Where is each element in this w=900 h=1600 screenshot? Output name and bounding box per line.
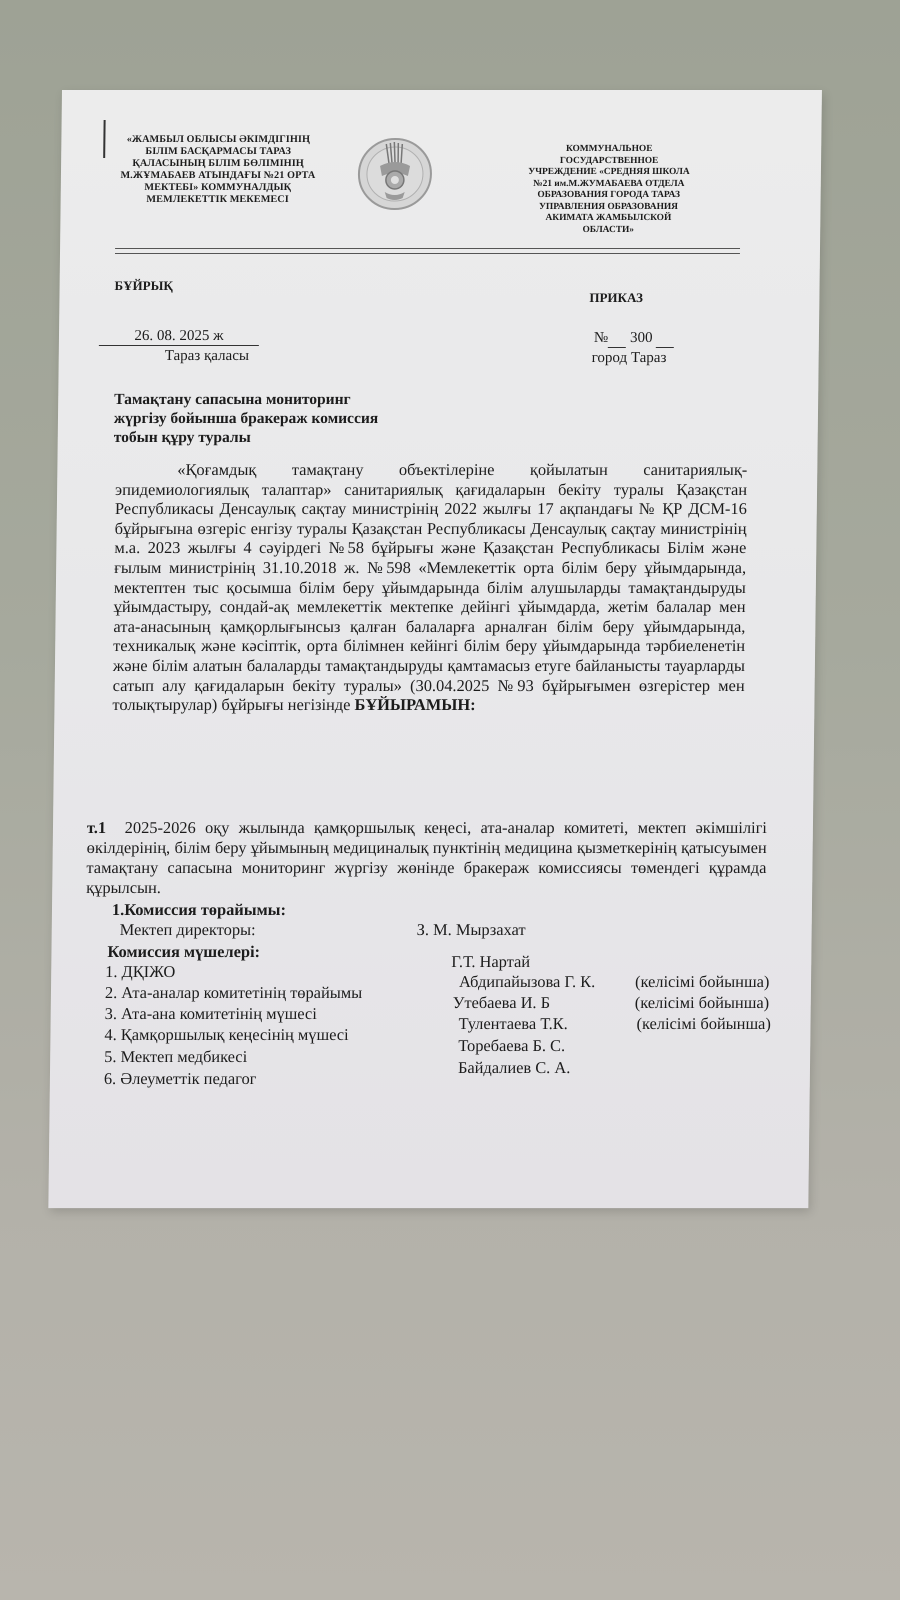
order-number-prefix: № [593,330,609,347]
member-role: 4. Қамқоршылық кеңесінің мүшесі [104,1025,349,1045]
item-label: т.1 [86,818,107,838]
subject-line: тобын құру туралы [113,429,251,447]
header-org-kz [103,134,334,206]
subject-line: Тамақтану сапасына мониторинг [114,391,351,409]
order-number-gap [656,330,674,348]
header-org-kz-line: М.ЖҰМАБАЕВ АТЫНДАҒЫ №21 ОРТА [120,170,316,182]
member-role: 2. Ата-аналар комитетінің төрайымы [104,983,363,1003]
header-org-ru-line: ОБЛАСТИ» [582,224,635,235]
member-role: 6. Әлеуметтік педагог [103,1069,257,1089]
header-org-kz-line: «ЖАМБЫЛ ОБЛЫСЫ ӘКІМДІГІНІҢ [126,134,311,146]
order-number [594,330,675,348]
preamble-text: «Қоғамдық тамақтану объектілеріне қойылатын санитариялық-эпидемиологиялық талаптар» санитариялық қағидаларын бекіту туралы Қазақстан Республикасы Денсаулық сақтау министрінің 2022 жылғы 17 ақпандағы № ҚР ДСМ-16 бұйрығына өзгеріс енгізу туралы Қазақстан Республикасы Денсаулық сақтау министрінің м.а. 2023 жылғы 4 сәуірдегі №58 бұйрығы және Қазақстан Республикасы Білім және ғылым министрінің 31.10.2018 ж. №598 «Мемлекеттік орта білім беру ұйымдарында, мектептен тыс қосымша білім беру ұйымдарында білім алушыларды тамақтандыруды ұйымдастыру, сондай-ақ мемлекеттік мектепке дейінгі ұйымдарда, жетім балалар мен ата-анасының қамқорлығынсыз қалған балаларға арналған білім беру ұйымдарында, техникалық және кәсіптік, орта білімнен кейінгі білім беру ұйымдарында тәрбиеленетін және білім алатын балаларды тамақтандыруды қамтамасыз етуге байланысты тауарларды сатып алу қағидаларын бекіту туралы» (30.04.2025 №93 бұйрығымен өзгерістер мен толықтырулар) бұйрығы негізінде [112,460,748,715]
header-org-ru-line: №21 им.М.ЖУМАБАЕВА ОТДЕЛА [533,178,685,189]
state-emblem-icon [355,136,434,212]
member-name: Байдалиев С. А. [457,1058,571,1078]
order-number-gap [608,330,626,348]
header-org-ru [508,144,709,236]
chair-heading: 1.Комиссия төрайымы: [111,900,287,920]
member-note: (келісімі бойынша) [636,1014,771,1034]
member-note: (келісімі бойынша) [634,972,770,992]
member-name: Торебаева Б. С. [458,1036,566,1056]
member-note: (келісімі бойынша) [634,993,770,1013]
header-org-kz-line: ҚАЛАСЫНЫҢ БІЛІМ БӨЛІМІНІҢ [132,158,304,170]
header-divider [115,248,740,254]
member-name: Утебаева И. Б [452,993,551,1013]
subject-line: жүргізу бойынша бракераж комиссия [113,410,379,428]
order-item-1 [86,818,767,898]
order-title-ru: ПРИКАЗ [589,290,644,306]
header-org-kz-line: МЕМЛЕКЕТТІК МЕКЕМЕСІ [146,194,289,206]
document-page [48,90,822,1208]
order-word: БҰЙЫРАМЫН: [354,695,476,715]
header-org-kz-line: МЕКТЕБІ» КОММУНАЛДЫҚ [144,182,292,194]
member-name: Тулентаева Т.К. [458,1014,568,1034]
member-role: 3. Ата-ана комитетінің мүшесі [104,1004,317,1024]
order-city-kz: Тараз қаласы [164,348,250,365]
order-number-value: 300 [629,330,653,347]
header-org-kz-line: БІЛІМ БАСҚАРМАСЫ ТАРАЗ [145,146,292,158]
members-heading: Комиссия мүшелері: [107,942,261,962]
header-org-ru-line: УПРАВЛЕНИЯ ОБРАЗОВАНИЯ [539,201,679,212]
header-org-ru-line: УЧРЕЖДЕНИЕ «СРЕДНЯЯ ШКОЛА [528,167,690,178]
member-name: Абдипайызова Г. К. [458,972,596,992]
order-city-ru: город Тараз [591,350,667,367]
header-org-ru-line: ГОСУДАРСТВЕННОЕ [559,155,659,166]
header-org-ru-line: АКИМАТА ЖАМБЫЛСКОЙ [545,213,672,224]
order-subject [114,390,435,447]
item-text: 2025-2026 оқу жылында қамқоршылық кеңесі, ата-аналар комитеті, мектеп әкімшілігі өкілдерінің, білім беру ұйымының медициналық пунктінің медицина қызметкерінің қатысуымен тамақтану сапасына мониторинг жүргізу жөнінде бракераж комиссиясы төмендегі құрамда құрылсын. [86,818,768,898]
header-org-ru-line: ОБРАЗОВАНИЯ ГОРОДА ТАРАЗ [537,190,681,201]
chair-name: З. М. Мырзахат [416,920,526,940]
header-org-ru-line: КОММУНАЛЬНОЕ [565,144,653,155]
preamble-paragraph [112,460,747,715]
chair-role: Мектеп директоры: [119,920,256,940]
member-name: Г.Т. Нартай [451,952,531,972]
order-title-kz: БҰЙРЫҚ [114,278,173,294]
member-role: 1. ДҚІЖО [105,962,176,982]
member-role: 5. Мектеп медбикесі [104,1047,248,1067]
order-date: 26. 08. 2025 ж [99,328,259,346]
